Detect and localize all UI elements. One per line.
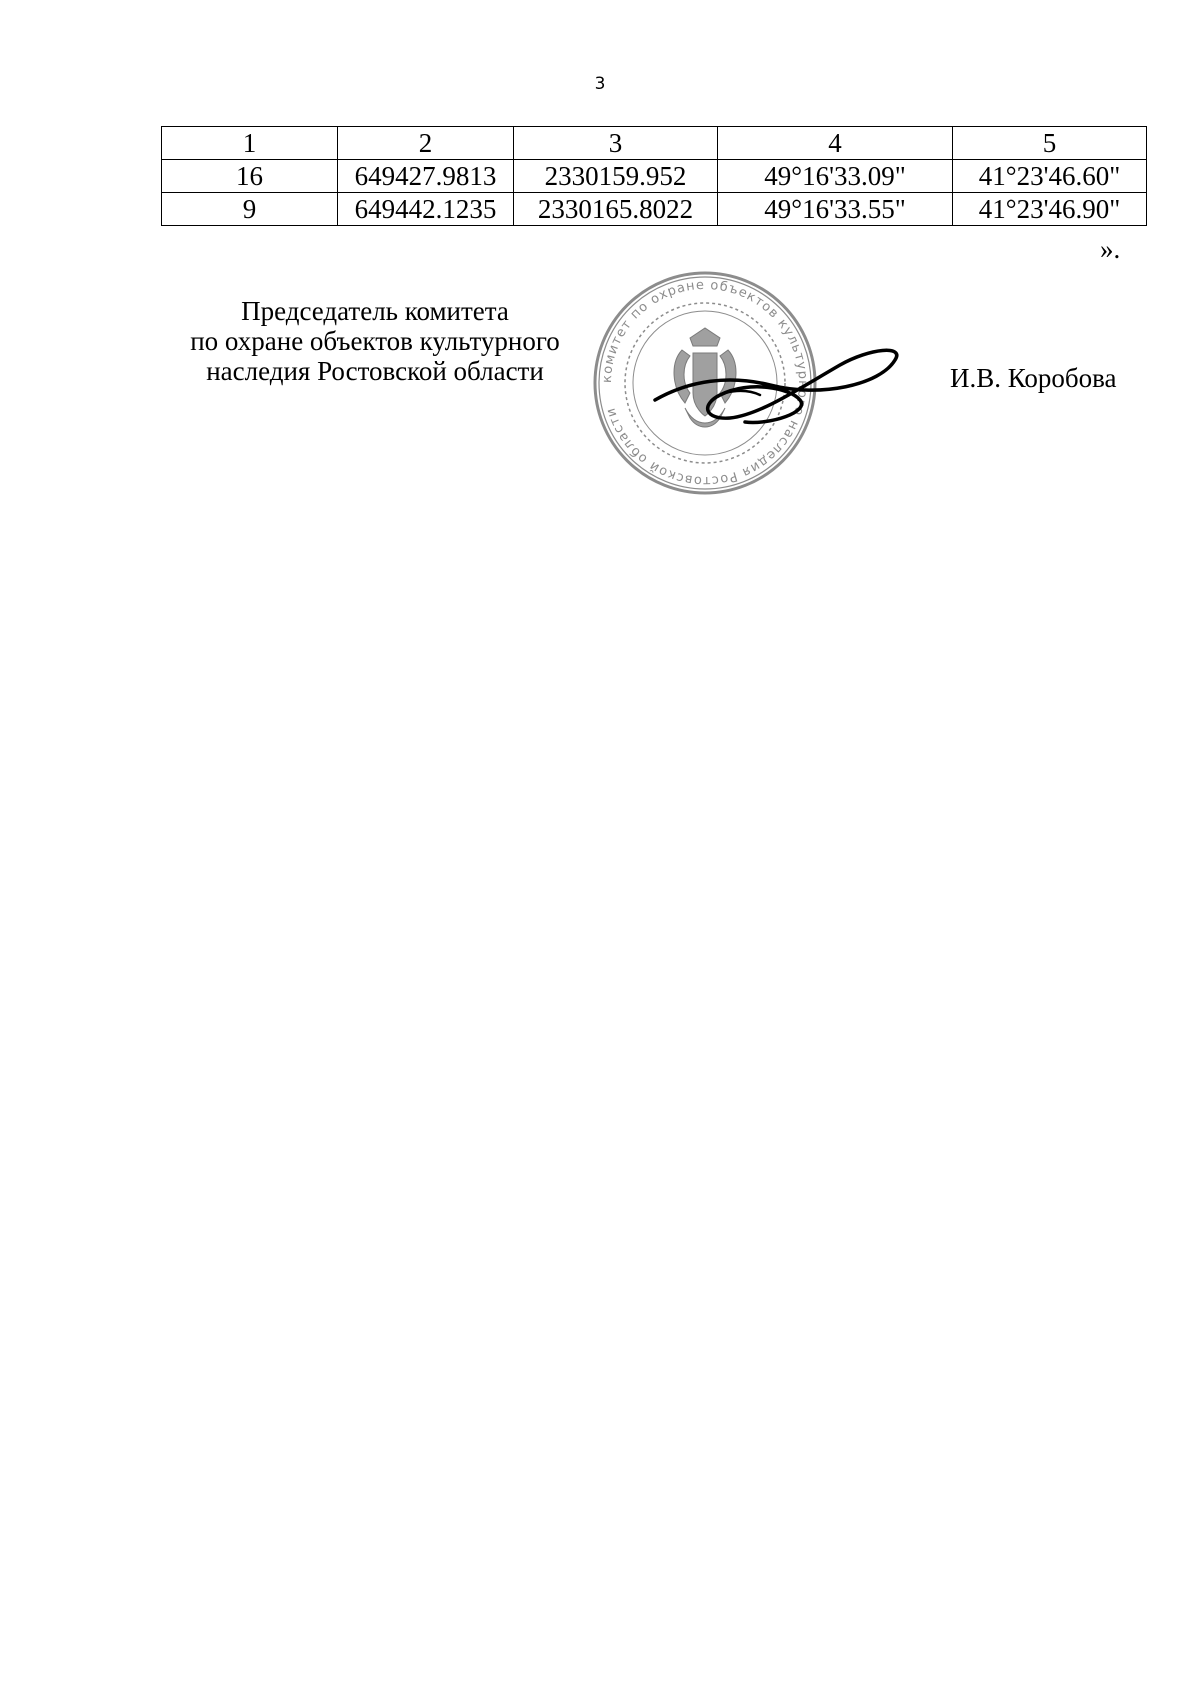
handwritten-signature [650,340,910,430]
coordinates-table [161,126,1147,226]
table-header-row [162,127,1147,160]
table-cell: 49°16'33.09" [718,160,953,193]
signatory-title-line: по охране объектов культурного [190,326,560,356]
table-row [162,193,1147,226]
signatory-title-line: Председатель комитета [241,296,509,326]
table-cell: 2330159.952 [514,160,718,193]
table-cell: 9 [162,193,338,226]
table-cell: 41°23'46.60" [953,160,1147,193]
signatory-title-line: наследия Ростовской области [206,356,544,386]
table-header-cell: 4 [718,127,953,160]
table-row [162,160,1147,193]
table-cell: 2330165.8022 [514,193,718,226]
closing-quote: ». [1100,234,1121,264]
table-cell: 49°16'33.55" [718,193,953,226]
table-header-cell: 3 [514,127,718,160]
page-number: 3 [594,74,606,94]
signatory-name: И.В. Коробова [950,363,1117,393]
seal-ring-text: комитет по охране объектов культурного наследия Ростовской области [599,277,811,489]
table-cell: 41°23'46.90" [953,193,1147,226]
table-cell: 649442.1235 [338,193,514,226]
signatory-title [160,296,590,386]
table-cell: 16 [162,160,338,193]
table-cell: 649427.9813 [338,160,514,193]
table-header-cell: 2 [338,127,514,160]
table-header-cell: 1 [162,127,338,160]
table-header-cell: 5 [953,127,1147,160]
